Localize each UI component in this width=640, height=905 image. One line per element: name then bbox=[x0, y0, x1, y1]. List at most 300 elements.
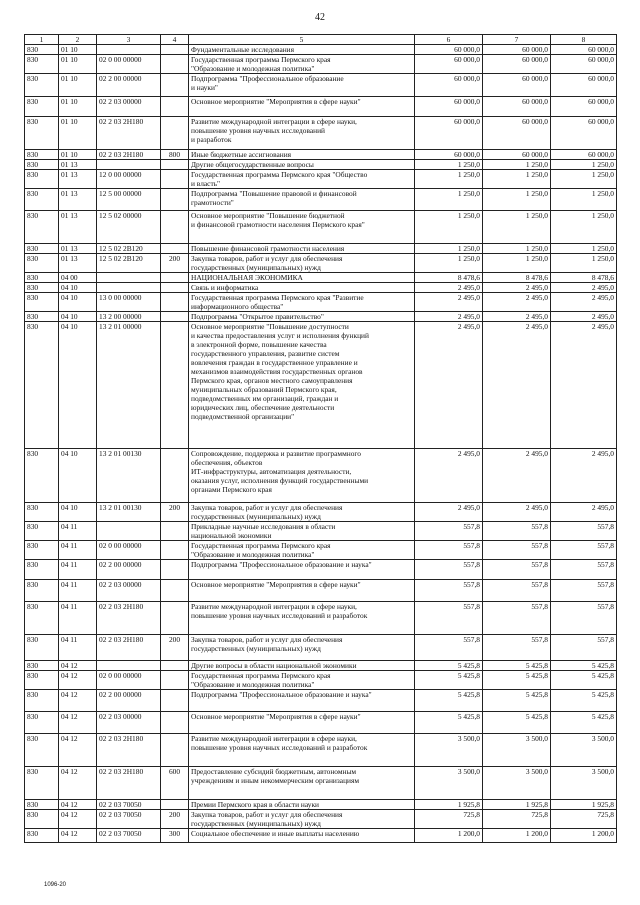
value-2021-cell: 2 495,0 bbox=[483, 312, 551, 322]
expense-type-cell bbox=[161, 734, 189, 767]
section-code-cell: 01 13 bbox=[59, 244, 97, 254]
value-2021-cell: 1 925,8 bbox=[483, 800, 551, 810]
value-2022-cell: 60 000,0 bbox=[551, 74, 617, 97]
name-cell: Социальное обеспечение и иные выплаты населению bbox=[189, 829, 415, 843]
expense-type-cell: 200 bbox=[161, 635, 189, 661]
table-row bbox=[25, 273, 617, 283]
admin-code-cell: 830 bbox=[25, 449, 59, 503]
value-2021-cell: 5 425,8 bbox=[483, 690, 551, 712]
expense-type-cell bbox=[161, 522, 189, 541]
value-2021-cell: 5 425,8 bbox=[483, 661, 551, 671]
target-article-cell: 02 2 03 2Н180 bbox=[97, 150, 161, 160]
name-cell: Закупка товаров, работ и услуг для обеспечения государственных (муниципальных) нужд bbox=[189, 810, 415, 829]
header-cell: 8 bbox=[551, 35, 617, 45]
admin-code-cell: 830 bbox=[25, 602, 59, 635]
value-2022-cell: 2 495,0 bbox=[551, 449, 617, 503]
value-2021-cell: 2 495,0 bbox=[483, 322, 551, 449]
value-2021-cell: 8 478,6 bbox=[483, 273, 551, 283]
expense-type-cell bbox=[161, 560, 189, 580]
header-cell: 1 bbox=[25, 35, 59, 45]
admin-code-cell: 830 bbox=[25, 170, 59, 189]
section-code-cell: 01 10 bbox=[59, 55, 97, 74]
admin-code-cell: 830 bbox=[25, 580, 59, 602]
value-2020-cell: 60 000,0 bbox=[415, 97, 483, 117]
expense-type-cell bbox=[161, 74, 189, 97]
admin-code-cell: 830 bbox=[25, 283, 59, 293]
section-code-cell: 04 11 bbox=[59, 580, 97, 602]
value-2021-cell: 5 425,8 bbox=[483, 712, 551, 734]
value-2022-cell: 725,8 bbox=[551, 810, 617, 829]
section-code-cell: 04 10 bbox=[59, 283, 97, 293]
value-2021-cell: 1 250,0 bbox=[483, 160, 551, 170]
value-2021-cell: 1 250,0 bbox=[483, 244, 551, 254]
section-code-cell: 04 12 bbox=[59, 671, 97, 690]
expense-type-cell bbox=[161, 189, 189, 211]
value-2020-cell: 60 000,0 bbox=[415, 74, 483, 97]
value-2021-cell: 60 000,0 bbox=[483, 55, 551, 74]
table-row bbox=[25, 810, 617, 829]
value-2022-cell: 2 495,0 bbox=[551, 503, 617, 522]
table-row bbox=[25, 74, 617, 97]
target-article-cell: 13 2 00 00000 bbox=[97, 312, 161, 322]
table-header-row bbox=[25, 35, 617, 45]
table-row bbox=[25, 661, 617, 671]
target-article-cell bbox=[97, 522, 161, 541]
expense-type-cell bbox=[161, 273, 189, 283]
name-cell: Закупка товаров, работ и услуг для обеспечения государственных (муниципальных) нужд bbox=[189, 635, 415, 661]
value-2020-cell: 3 500,0 bbox=[415, 734, 483, 767]
value-2022-cell: 60 000,0 bbox=[551, 45, 617, 55]
value-2021-cell: 2 495,0 bbox=[483, 449, 551, 503]
value-2022-cell: 1 200,0 bbox=[551, 829, 617, 843]
name-cell: Фундаментальные исследования bbox=[189, 45, 415, 55]
name-cell: Связь и информатика bbox=[189, 283, 415, 293]
section-code-cell: 04 11 bbox=[59, 560, 97, 580]
section-code-cell: 04 10 bbox=[59, 312, 97, 322]
value-2022-cell: 5 425,8 bbox=[551, 661, 617, 671]
value-2021-cell: 557,8 bbox=[483, 522, 551, 541]
value-2022-cell: 8 478,6 bbox=[551, 273, 617, 283]
table-row bbox=[25, 150, 617, 160]
value-2021-cell: 60 000,0 bbox=[483, 45, 551, 55]
admin-code-cell: 830 bbox=[25, 712, 59, 734]
table-row bbox=[25, 712, 617, 734]
table-row bbox=[25, 312, 617, 322]
value-2020-cell: 2 495,0 bbox=[415, 312, 483, 322]
name-cell: Развитие международной интеграции в сфере науки, повышение уровня научных исследований и разработок bbox=[189, 117, 415, 150]
expense-type-cell: 200 bbox=[161, 810, 189, 829]
value-2020-cell: 60 000,0 bbox=[415, 117, 483, 150]
target-article-cell bbox=[97, 273, 161, 283]
header-cell: 2 bbox=[59, 35, 97, 45]
name-cell: Государственная программа Пермского края "Образование и молодежная политика" bbox=[189, 55, 415, 74]
table-row bbox=[25, 449, 617, 503]
target-article-cell: 13 2 01 00130 bbox=[97, 503, 161, 522]
value-2020-cell: 1 925,8 bbox=[415, 800, 483, 810]
target-article-cell: 02 0 00 00000 bbox=[97, 671, 161, 690]
name-cell: Основное мероприятие "Мероприятия в сфере науки" bbox=[189, 712, 415, 734]
table-row bbox=[25, 800, 617, 810]
name-cell: Подпрограмма "Профессиональное образование и науки" bbox=[189, 74, 415, 97]
value-2022-cell: 557,8 bbox=[551, 541, 617, 560]
value-2021-cell: 60 000,0 bbox=[483, 74, 551, 97]
header-cell: 6 bbox=[415, 35, 483, 45]
value-2021-cell: 557,8 bbox=[483, 580, 551, 602]
expense-type-cell bbox=[161, 800, 189, 810]
section-code-cell: 04 12 bbox=[59, 800, 97, 810]
target-article-cell bbox=[97, 45, 161, 55]
admin-code-cell: 830 bbox=[25, 829, 59, 843]
value-2022-cell: 557,8 bbox=[551, 580, 617, 602]
name-cell: Предоставление субсидий бюджетным, автономным учреждениям и иным некоммерческим организациям bbox=[189, 767, 415, 800]
expense-type-cell bbox=[161, 244, 189, 254]
value-2022-cell: 60 000,0 bbox=[551, 150, 617, 160]
admin-code-cell: 830 bbox=[25, 254, 59, 273]
admin-code-cell: 830 bbox=[25, 541, 59, 560]
admin-code-cell: 830 bbox=[25, 97, 59, 117]
value-2022-cell: 2 495,0 bbox=[551, 293, 617, 312]
table-row bbox=[25, 522, 617, 541]
page-number: 42 bbox=[315, 12, 325, 23]
value-2021-cell: 60 000,0 bbox=[483, 150, 551, 160]
section-code-cell: 04 11 bbox=[59, 602, 97, 635]
value-2022-cell: 60 000,0 bbox=[551, 55, 617, 74]
name-cell: Основное мероприятие "Мероприятия в сфере науки" bbox=[189, 580, 415, 602]
expense-type-cell bbox=[161, 449, 189, 503]
value-2020-cell: 1 250,0 bbox=[415, 211, 483, 244]
table-row bbox=[25, 283, 617, 293]
section-code-cell: 04 10 bbox=[59, 449, 97, 503]
value-2022-cell: 5 425,8 bbox=[551, 712, 617, 734]
admin-code-cell: 830 bbox=[25, 150, 59, 160]
section-code-cell: 01 13 bbox=[59, 160, 97, 170]
name-cell: Подпрограмма "Профессиональное образование и наука" bbox=[189, 560, 415, 580]
target-article-cell bbox=[97, 283, 161, 293]
table-row bbox=[25, 189, 617, 211]
expense-type-cell bbox=[161, 580, 189, 602]
expense-type-cell bbox=[161, 170, 189, 189]
value-2020-cell: 1 250,0 bbox=[415, 170, 483, 189]
name-cell: Развитие международной интеграции в сфере науки, повышение уровня научных исследований и разработок bbox=[189, 602, 415, 635]
expense-type-cell bbox=[161, 160, 189, 170]
target-article-cell: 02 2 00 00000 bbox=[97, 690, 161, 712]
admin-code-cell: 830 bbox=[25, 160, 59, 170]
admin-code-cell: 830 bbox=[25, 671, 59, 690]
target-article-cell: 02 2 03 70050 bbox=[97, 800, 161, 810]
section-code-cell: 01 10 bbox=[59, 45, 97, 55]
value-2020-cell: 60 000,0 bbox=[415, 45, 483, 55]
admin-code-cell: 830 bbox=[25, 661, 59, 671]
target-article-cell: 02 2 00 00000 bbox=[97, 74, 161, 97]
target-article-cell: 12 5 00 00000 bbox=[97, 189, 161, 211]
admin-code-cell: 830 bbox=[25, 45, 59, 55]
section-code-cell: 01 10 bbox=[59, 117, 97, 150]
value-2022-cell: 2 495,0 bbox=[551, 322, 617, 449]
value-2022-cell: 1 925,8 bbox=[551, 800, 617, 810]
section-code-cell: 04 10 bbox=[59, 293, 97, 312]
value-2020-cell: 557,8 bbox=[415, 602, 483, 635]
section-code-cell: 01 10 bbox=[59, 74, 97, 97]
name-cell: Государственная программа Пермского края "Образование и молодежная политика" bbox=[189, 671, 415, 690]
value-2021-cell: 2 495,0 bbox=[483, 503, 551, 522]
expense-type-cell: 200 bbox=[161, 254, 189, 273]
name-cell: Другие вопросы в области национальной экономики bbox=[189, 661, 415, 671]
target-article-cell: 12 5 02 2В120 bbox=[97, 244, 161, 254]
table-row bbox=[25, 97, 617, 117]
target-article-cell: 02 2 03 70050 bbox=[97, 810, 161, 829]
header-cell: 5 bbox=[189, 35, 415, 45]
table-row bbox=[25, 541, 617, 560]
target-article-cell: 13 2 01 00130 bbox=[97, 449, 161, 503]
value-2021-cell: 1 250,0 bbox=[483, 254, 551, 273]
value-2020-cell: 2 495,0 bbox=[415, 449, 483, 503]
section-code-cell: 01 13 bbox=[59, 170, 97, 189]
table-row bbox=[25, 767, 617, 800]
expense-type-cell bbox=[161, 690, 189, 712]
target-article-cell: 02 2 03 2Н180 bbox=[97, 767, 161, 800]
target-article-cell: 02 0 00 00000 bbox=[97, 55, 161, 74]
value-2020-cell: 1 250,0 bbox=[415, 189, 483, 211]
value-2022-cell: 2 495,0 bbox=[551, 283, 617, 293]
value-2022-cell: 557,8 bbox=[551, 560, 617, 580]
section-code-cell: 01 10 bbox=[59, 150, 97, 160]
section-code-cell: 01 10 bbox=[59, 97, 97, 117]
value-2022-cell: 557,8 bbox=[551, 635, 617, 661]
admin-code-cell: 830 bbox=[25, 55, 59, 74]
value-2022-cell: 557,8 bbox=[551, 522, 617, 541]
value-2021-cell: 3 500,0 bbox=[483, 767, 551, 800]
table-row bbox=[25, 117, 617, 150]
target-article-cell: 13 2 01 00000 bbox=[97, 322, 161, 449]
table-row bbox=[25, 671, 617, 690]
name-cell: Подпрограмма "Профессиональное образование и наука" bbox=[189, 690, 415, 712]
value-2022-cell: 5 425,8 bbox=[551, 690, 617, 712]
value-2020-cell: 557,8 bbox=[415, 541, 483, 560]
value-2021-cell: 3 500,0 bbox=[483, 734, 551, 767]
value-2020-cell: 1 250,0 bbox=[415, 160, 483, 170]
admin-code-cell: 830 bbox=[25, 522, 59, 541]
target-article-cell: 12 5 02 2В120 bbox=[97, 254, 161, 273]
admin-code-cell: 830 bbox=[25, 322, 59, 449]
value-2020-cell: 5 425,8 bbox=[415, 661, 483, 671]
value-2020-cell: 3 500,0 bbox=[415, 767, 483, 800]
value-2021-cell: 557,8 bbox=[483, 635, 551, 661]
expense-type-cell bbox=[161, 602, 189, 635]
expense-type-cell bbox=[161, 312, 189, 322]
value-2020-cell: 2 495,0 bbox=[415, 322, 483, 449]
value-2022-cell: 2 495,0 bbox=[551, 312, 617, 322]
admin-code-cell: 830 bbox=[25, 293, 59, 312]
expense-type-cell: 800 bbox=[161, 150, 189, 160]
name-cell: Основное мероприятие "Повышение бюджетной и финансовой грамотности населения Пермского края" bbox=[189, 211, 415, 244]
value-2022-cell: 1 250,0 bbox=[551, 189, 617, 211]
value-2021-cell: 557,8 bbox=[483, 541, 551, 560]
section-code-cell: 04 12 bbox=[59, 767, 97, 800]
table-row bbox=[25, 45, 617, 55]
table-row bbox=[25, 293, 617, 312]
admin-code-cell: 830 bbox=[25, 800, 59, 810]
section-code-cell: 04 12 bbox=[59, 810, 97, 829]
expense-type-cell bbox=[161, 283, 189, 293]
name-cell: Подпрограмма "Открытое правительство" bbox=[189, 312, 415, 322]
value-2020-cell: 60 000,0 bbox=[415, 55, 483, 74]
name-cell: Повышение финансовой грамотности населения bbox=[189, 244, 415, 254]
table-row bbox=[25, 254, 617, 273]
table-row bbox=[25, 580, 617, 602]
value-2020-cell: 557,8 bbox=[415, 522, 483, 541]
value-2021-cell: 2 495,0 bbox=[483, 283, 551, 293]
admin-code-cell: 830 bbox=[25, 690, 59, 712]
target-article-cell bbox=[97, 160, 161, 170]
target-article-cell: 13 0 00 00000 bbox=[97, 293, 161, 312]
section-code-cell: 04 10 bbox=[59, 503, 97, 522]
value-2021-cell: 1 200,0 bbox=[483, 829, 551, 843]
footer-code: 1096-20 bbox=[44, 882, 67, 888]
budget-table bbox=[24, 34, 617, 843]
value-2020-cell: 1 250,0 bbox=[415, 254, 483, 273]
section-code-cell: 01 13 bbox=[59, 189, 97, 211]
value-2020-cell: 2 495,0 bbox=[415, 293, 483, 312]
name-cell: Иные бюджетные ассигнования bbox=[189, 150, 415, 160]
value-2020-cell: 2 495,0 bbox=[415, 503, 483, 522]
expense-type-cell bbox=[161, 671, 189, 690]
name-cell: Прикладные научные исследования в области национальной экономики bbox=[189, 522, 415, 541]
expense-type-cell: 600 bbox=[161, 767, 189, 800]
table-row bbox=[25, 322, 617, 449]
name-cell: Закупка товаров, работ и услуг для обеспечения государственных (муниципальных) нужд bbox=[189, 254, 415, 273]
name-cell: Развитие международной интеграции в сфере науки, повышение уровня научных исследований и разработок bbox=[189, 734, 415, 767]
value-2021-cell: 1 250,0 bbox=[483, 170, 551, 189]
value-2020-cell: 1 250,0 bbox=[415, 244, 483, 254]
value-2020-cell: 8 478,6 bbox=[415, 273, 483, 283]
target-article-cell: 02 2 03 00000 bbox=[97, 97, 161, 117]
section-code-cell: 04 12 bbox=[59, 661, 97, 671]
value-2022-cell: 557,8 bbox=[551, 602, 617, 635]
target-article-cell: 12 5 02 00000 bbox=[97, 211, 161, 244]
target-article-cell: 12 0 00 00000 bbox=[97, 170, 161, 189]
value-2022-cell: 1 250,0 bbox=[551, 160, 617, 170]
table-row bbox=[25, 635, 617, 661]
value-2020-cell: 5 425,8 bbox=[415, 671, 483, 690]
header-cell: 7 bbox=[483, 35, 551, 45]
expense-type-cell bbox=[161, 117, 189, 150]
expense-type-cell bbox=[161, 97, 189, 117]
target-article-cell: 02 2 03 00000 bbox=[97, 712, 161, 734]
name-cell: Подпрограмма "Повышение правовой и финансовой грамотности" bbox=[189, 189, 415, 211]
target-article-cell: 02 2 03 2Н180 bbox=[97, 635, 161, 661]
admin-code-cell: 830 bbox=[25, 635, 59, 661]
table-row bbox=[25, 829, 617, 843]
table-row bbox=[25, 690, 617, 712]
admin-code-cell: 830 bbox=[25, 503, 59, 522]
header-cell: 4 bbox=[161, 35, 189, 45]
target-article-cell: 02 2 03 00000 bbox=[97, 580, 161, 602]
name-cell: Государственная программа Пермского края "Образование и молодежная политика" bbox=[189, 541, 415, 560]
value-2021-cell: 5 425,8 bbox=[483, 671, 551, 690]
table-row bbox=[25, 560, 617, 580]
value-2020-cell: 557,8 bbox=[415, 635, 483, 661]
header-cell: 3 bbox=[97, 35, 161, 45]
admin-code-cell: 830 bbox=[25, 244, 59, 254]
value-2022-cell: 3 500,0 bbox=[551, 767, 617, 800]
section-code-cell: 04 11 bbox=[59, 541, 97, 560]
admin-code-cell: 830 bbox=[25, 189, 59, 211]
target-article-cell: 02 2 00 00000 bbox=[97, 560, 161, 580]
value-2022-cell: 1 250,0 bbox=[551, 244, 617, 254]
value-2021-cell: 1 250,0 bbox=[483, 189, 551, 211]
section-code-cell: 04 00 bbox=[59, 273, 97, 283]
expense-type-cell bbox=[161, 712, 189, 734]
section-code-cell: 04 12 bbox=[59, 829, 97, 843]
admin-code-cell: 830 bbox=[25, 74, 59, 97]
admin-code-cell: 830 bbox=[25, 767, 59, 800]
section-code-cell: 04 12 bbox=[59, 690, 97, 712]
value-2020-cell: 2 495,0 bbox=[415, 283, 483, 293]
admin-code-cell: 830 bbox=[25, 810, 59, 829]
table-row bbox=[25, 244, 617, 254]
table-row bbox=[25, 211, 617, 244]
section-code-cell: 04 12 bbox=[59, 734, 97, 767]
section-code-cell: 04 12 bbox=[59, 712, 97, 734]
name-cell: Премии Пермского края в области науки bbox=[189, 800, 415, 810]
name-cell: НАЦИОНАЛЬНАЯ ЭКОНОМИКА bbox=[189, 273, 415, 283]
target-article-cell: 02 2 03 2Н180 bbox=[97, 602, 161, 635]
admin-code-cell: 830 bbox=[25, 312, 59, 322]
expense-type-cell: 200 bbox=[161, 503, 189, 522]
value-2021-cell: 60 000,0 bbox=[483, 97, 551, 117]
expense-type-cell bbox=[161, 211, 189, 244]
name-cell: Сопровождение, поддержка и развитие программного обеспечения, объектов ИТ-инфраструктуры, автоматизация деятельности, оказания услуг, исполнения функций государственными органами Пермского края bbox=[189, 449, 415, 503]
value-2020-cell: 60 000,0 bbox=[415, 150, 483, 160]
value-2020-cell: 557,8 bbox=[415, 580, 483, 602]
name-cell: Государственная программа Пермского края "Развитие информационного общества" bbox=[189, 293, 415, 312]
name-cell: Основное мероприятие "Мероприятия в сфере науки" bbox=[189, 97, 415, 117]
table-row bbox=[25, 734, 617, 767]
admin-code-cell: 830 bbox=[25, 211, 59, 244]
section-code-cell: 04 11 bbox=[59, 635, 97, 661]
value-2021-cell: 557,8 bbox=[483, 560, 551, 580]
value-2020-cell: 1 200,0 bbox=[415, 829, 483, 843]
expense-type-cell bbox=[161, 55, 189, 74]
target-article-cell: 02 2 03 2Н180 bbox=[97, 117, 161, 150]
value-2022-cell: 60 000,0 bbox=[551, 97, 617, 117]
value-2022-cell: 3 500,0 bbox=[551, 734, 617, 767]
admin-code-cell: 830 bbox=[25, 273, 59, 283]
value-2022-cell: 1 250,0 bbox=[551, 254, 617, 273]
section-code-cell: 04 11 bbox=[59, 522, 97, 541]
expense-type-cell: 300 bbox=[161, 829, 189, 843]
admin-code-cell: 830 bbox=[25, 560, 59, 580]
table-body bbox=[25, 45, 617, 843]
value-2022-cell: 1 250,0 bbox=[551, 170, 617, 189]
table-row bbox=[25, 602, 617, 635]
expense-type-cell bbox=[161, 293, 189, 312]
value-2021-cell: 557,8 bbox=[483, 602, 551, 635]
name-cell: Другие общегосударственные вопросы bbox=[189, 160, 415, 170]
value-2021-cell: 1 250,0 bbox=[483, 211, 551, 244]
value-2020-cell: 725,8 bbox=[415, 810, 483, 829]
table-row bbox=[25, 55, 617, 74]
expense-type-cell bbox=[161, 45, 189, 55]
value-2020-cell: 5 425,8 bbox=[415, 690, 483, 712]
name-cell: Основное мероприятие "Повышение доступности и качества предоставления услуг и исполнения функций в электронной форме, повышение качества государственного управления, развитие систем вовлечения граждан в государственное управление и механизмов взаимодействия государственных органов Пермского края, органов местного самоуправления муниципальных образований Пермского края, подведомственных им организаций, граждан и юридических лиц, обеспечение деятельности подведомственной организации" bbox=[189, 322, 415, 449]
target-article-cell: 02 2 03 70050 bbox=[97, 829, 161, 843]
table-row bbox=[25, 503, 617, 522]
value-2020-cell: 557,8 bbox=[415, 560, 483, 580]
value-2021-cell: 2 495,0 bbox=[483, 293, 551, 312]
value-2022-cell: 5 425,8 bbox=[551, 671, 617, 690]
expense-type-cell bbox=[161, 322, 189, 449]
